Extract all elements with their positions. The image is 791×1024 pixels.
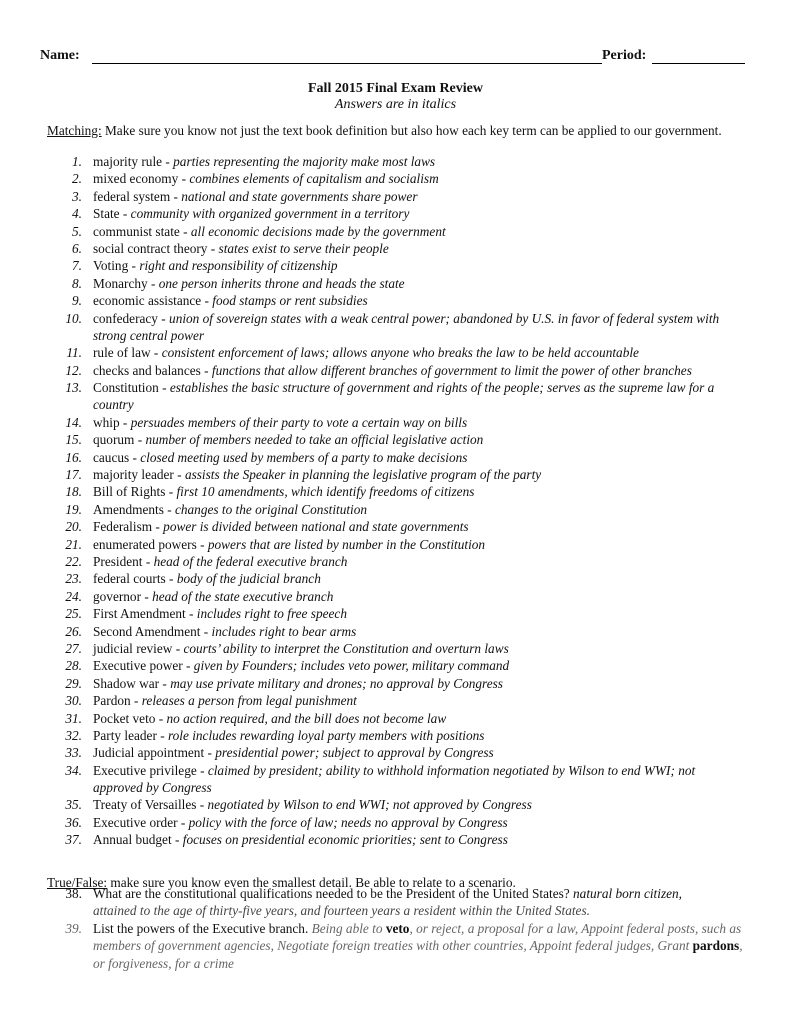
item-definition: community with organized government in a territory (130, 206, 410, 222)
answer-text: attained to the age of thirty-five years, and fourteen years a resident within the United States. (93, 903, 590, 919)
item-number: 19. (65, 501, 82, 517)
item-definition: persuades members of their party to vote a certain way on bills (130, 414, 468, 430)
item-number: 4. (72, 206, 82, 222)
matching-label: Matching: (47, 123, 102, 138)
matching-list (0, 153, 791, 849)
page-subtitle: Answers are in italics (334, 97, 457, 112)
list-item: 32. Party leader - role includes rewarding loyal party members with positions (0, 727, 791, 744)
list-item: 14. whip - persuades members of their party to vote a certain way on bills (0, 414, 791, 431)
item-term: Voting (93, 258, 129, 274)
item-term: Judicial appointment (93, 745, 205, 761)
answer-text: natural born citizen, (573, 886, 682, 901)
question-39-cont (0, 937, 791, 954)
item-number: 3. (72, 188, 82, 204)
list-item: 33. Judicial appointment - presidential power; subject to approval by Congress (0, 744, 791, 761)
item-definition: states exist to serve their people (218, 240, 389, 256)
item-number: 17. (65, 467, 82, 483)
item-number: 10. (65, 310, 82, 326)
question-38-cont (0, 902, 791, 919)
item-number: 9. (72, 293, 82, 309)
list-item: 37. Annual budget - focuses on presidential economic priorities; sent to Congress (0, 831, 791, 848)
item-term: federal system (93, 188, 171, 204)
question-39 (0, 920, 791, 937)
item-term: federal courts (93, 571, 166, 587)
item-number: 23. (65, 571, 82, 587)
item-definition: changes to the original Constitution (174, 501, 368, 517)
item-number: 20. (65, 519, 82, 535)
item-definition: claimed by president; ability to withhold information negotiated by Wilson to end WWI; not (207, 762, 696, 778)
item-number: 31. (65, 710, 82, 726)
item-term: caucus (93, 449, 130, 465)
list-item: 25. First Amendment - includes right to free speech (0, 605, 791, 622)
list-item: 15. quorum - number of members needed to take an official legislative action (0, 431, 791, 448)
item-definition: national and state governments share power (181, 188, 418, 204)
list-item: 28. Executive power - given by Founders; includes veto power, military command (0, 657, 791, 674)
item-term: quorum (93, 432, 135, 448)
item-definition: all economic decisions made by the government (190, 223, 446, 239)
item-term: Executive privilege (93, 762, 197, 778)
list-item: 6. social contract theory - states exist to serve their people (0, 240, 791, 257)
list-item: 11. rule of law - consistent enforcement of laws; allows anyone who breaks the law to be held accountable (0, 344, 791, 361)
item-definition: may use private military and drones; no approval by Congress (170, 675, 503, 691)
tf-text: make sure you know even the smallest detail. Be able to relate to a scenario. (107, 875, 516, 890)
period-blank (652, 63, 745, 64)
item-definition: head of the federal executive branch (153, 553, 348, 569)
item-term: First Amendment (93, 606, 186, 622)
list-item: 12. checks and balances - functions that allow different branches of government to limit the power of other branches (0, 362, 791, 379)
item-number: 35. (65, 797, 82, 813)
item-definition: courts’ ability to interpret the Constitution and overturn laws (183, 640, 509, 656)
list-item-continuation (0, 327, 791, 344)
item-definition: releases a person from legal punishment (141, 693, 357, 709)
list-item: 21. enumerated powers - powers that are listed by number in the Constitution (0, 536, 791, 553)
tf-label: True/False: (47, 875, 108, 890)
item-definition: focuses on presidential economic priorities; sent to Congress (182, 832, 508, 848)
matching-text: Make sure you know not just the text book definition but also how each key term can be applied to our government. (101, 123, 722, 138)
list-item: 24. governor - head of the state executive branch (0, 588, 791, 605)
list-item: 3. federal system - national and state governments share power (0, 188, 791, 205)
list-item: 29. Shadow war - may use private military and drones; no approval by Congress (0, 675, 791, 692)
item-term: majority rule (93, 154, 163, 169)
list-item: 18. Bill of Rights - first 10 amendments, which identify freedoms of citizens (0, 483, 791, 500)
matching-instructions (47, 123, 722, 139)
item-number: 33. (65, 745, 82, 761)
item-number: 37. (65, 832, 82, 848)
item-definition: power is divided between national and state governments (163, 519, 469, 535)
list-item: 9. economic assistance - food stamps or rent subsidies (0, 292, 791, 309)
item-term: Executive order (93, 814, 178, 830)
item-term: Party leader (93, 727, 157, 743)
item-number: 28. (65, 658, 82, 674)
item-definition: number of members needed to take an official legislative action (145, 432, 484, 448)
list-item: 34. Executive privilege - claimed by president; ability to withhold information negotiated by Wilson to end WWI; not (0, 762, 791, 779)
item-term: Constitution (93, 380, 159, 396)
item-number: 13. (65, 380, 82, 396)
list-item: 20. Federalism - power is divided between national and state governments (0, 518, 791, 535)
item-number: 14. (65, 414, 82, 430)
item-number: 29. (65, 675, 82, 691)
item-number: 34. (65, 762, 82, 778)
answer-text: members of government agencies, Negotiate foreign treaties with other countries, Appoint federal judges, Grant (93, 938, 690, 954)
list-item: 30. Pardon - releases a person from legal punishment (0, 692, 791, 709)
item-definition: combines elements of capitalism and socialism (189, 171, 439, 187)
item-term: Federalism (93, 519, 153, 535)
item-definition-cont: approved by Congress (93, 780, 212, 796)
item-number: 6. (72, 240, 82, 256)
item-term: Shadow war (93, 675, 160, 691)
name-label: Name: (40, 48, 80, 63)
list-item: 35. Treaty of Versailles - negotiated by Wilson to end WWI; not approved by Congress (0, 796, 791, 813)
item-term: majority leader (93, 467, 174, 483)
item-number: 16. (65, 449, 82, 465)
item-definition: powers that are listed by number in the Constitution (207, 536, 486, 552)
item-definition: one person inherits throne and heads the state (158, 275, 405, 291)
item-definition: food stamps or rent subsidies (212, 293, 368, 309)
list-item: 8. Monarchy - one person inherits throne and heads the state (0, 275, 791, 292)
item-definition: head of the state executive branch (152, 588, 334, 604)
answer-text: or forgiveness, for a crime (93, 955, 234, 971)
item-definition: presidential power; subject to approval by Congress (215, 745, 494, 761)
item-definition: role includes rewarding loyal party members with positions (167, 727, 485, 743)
item-number: 18. (65, 484, 82, 500)
list-item: 36. Executive order - policy with the force of law; needs no approval by Congress (0, 814, 791, 831)
item-term: judicial review (93, 640, 173, 656)
item-number: 12. (65, 362, 82, 378)
question-38 (0, 885, 791, 902)
item-term: whip (93, 414, 120, 430)
item-number: 32. (65, 727, 82, 743)
item-term: social contract theory (93, 240, 208, 256)
item-definition: functions that allow different branches of government to limit the power of other branches (211, 362, 692, 378)
item-definition: no action required, and the bill does not become law (166, 710, 447, 726)
list-item-continuation (0, 779, 791, 796)
list-item: 5. communist state - all economic decisions made by the government (0, 223, 791, 240)
item-term: checks and balances (93, 362, 201, 378)
item-term: Monarchy (93, 275, 148, 291)
item-number: 21. (65, 536, 82, 552)
item-term: State (93, 206, 120, 222)
period-label: Period: (602, 48, 647, 63)
item-term: President (93, 553, 143, 569)
item-definition: includes right to free speech (196, 606, 347, 622)
list-item: 10. confederacy - union of sovereign states with a weak central power; abandoned by U.S. in favor of federal system with (0, 310, 791, 327)
list-item: 16. caucus - closed meeting used by members of a party to make decisions (0, 449, 791, 466)
list-item: 1. majority rule - parties representing the majority make most laws (0, 153, 791, 170)
item-number: 30. (65, 693, 82, 709)
item-definition: includes right to bear arms (211, 623, 357, 639)
list-item: 23. federal courts - body of the judicial branch (0, 570, 791, 587)
item-term: Pardon (93, 693, 131, 709)
item-definition: closed meeting used by members of a party to make decisions (140, 449, 468, 465)
list-item: 22. President - head of the federal executive branch (0, 553, 791, 570)
item-number: 1. (72, 154, 82, 169)
item-definition: establishes the basic structure of government and rights of the people; serves as the supreme law for a (169, 380, 715, 396)
item-number: 25. (65, 606, 82, 622)
item-term: Amendments (93, 501, 164, 517)
list-item: 19. Amendments - changes to the original Constitution (0, 501, 791, 518)
item-number: 26. (65, 623, 82, 639)
item-definition-cont: country (93, 397, 134, 413)
item-term: mixed economy (93, 171, 179, 187)
answer-text: Being able to (311, 920, 383, 936)
item-definition: given by Founders; includes veto power, military command (193, 658, 510, 674)
item-term: Pocket veto (93, 710, 156, 726)
list-item: 2. mixed economy - combines elements of capitalism and socialism (0, 170, 791, 187)
item-definition: consistent enforcement of laws; allows anyone who breaks the law to be held accountable (161, 345, 639, 361)
item-term: economic assistance (93, 293, 202, 309)
item-term: enumerated powers (93, 536, 197, 552)
name-period-line (40, 48, 745, 66)
item-number: 7. (72, 258, 82, 274)
item-term: governor (93, 588, 141, 604)
answer-bold: veto (385, 920, 410, 936)
name-blank (92, 63, 602, 64)
item-definition-cont: strong central power (93, 327, 205, 343)
item-number: 22. (65, 553, 82, 569)
item-definition: negotiated by Wilson to end WWI; not approved by Congress (207, 797, 532, 813)
item-definition: parties representing the majority make most laws (173, 154, 436, 169)
item-term: Annual budget (93, 832, 172, 848)
item-number: 2. (72, 171, 82, 187)
answer-text: , (739, 938, 743, 954)
question-number: 38. (65, 886, 82, 901)
list-item-continuation (0, 396, 791, 413)
question-text: What are the constitutional qualifications needed to be the President of the United States? (93, 886, 570, 901)
list-item: 31. Pocket veto - no action required, and the bill does not become law (0, 710, 791, 727)
list-item: 4. State - community with organized government in a territory (0, 205, 791, 222)
item-definition: assists the Speaker in planning the legislative program of the party (184, 467, 542, 483)
item-term: rule of law (93, 345, 151, 361)
item-number: 5. (72, 223, 82, 239)
list-item: 17. majority leader - assists the Speaker in planning the legislative program of the party (0, 466, 791, 483)
item-term: Treaty of Versailles (93, 797, 197, 813)
list-item: 13. Constitution - establishes the basic structure of government and rights of the people; serves as the supreme law for a (0, 379, 791, 396)
item-definition: first 10 amendments, which identify freedoms of citizens (176, 484, 475, 500)
item-definition: body of the judicial branch (176, 571, 321, 587)
answer-bold: pardons (692, 938, 740, 954)
item-term: Bill of Rights (93, 484, 166, 500)
item-term: Second Amendment (93, 623, 201, 639)
question-text: List the powers of the Executive branch. (93, 920, 309, 936)
question-39-cont2 (0, 955, 791, 972)
item-term: confederacy (93, 310, 158, 326)
item-definition: policy with the force of law; needs no approval by Congress (188, 814, 508, 830)
list-item: 26. Second Amendment - includes right to bear arms (0, 623, 791, 640)
item-number: 8. (72, 275, 82, 291)
question-number: 39. (65, 920, 82, 936)
item-number: 15. (65, 432, 82, 448)
item-definition: right and responsibility of citizenship (139, 258, 338, 274)
item-definition: union of sovereign states with a weak central power; abandoned by U.S. in favor of federal system with (169, 310, 720, 326)
item-number: 36. (65, 814, 82, 830)
item-number: 24. (65, 588, 82, 604)
item-term: communist state (93, 223, 180, 239)
item-number: 27. (65, 640, 82, 656)
page-title: Fall 2015 Final Exam Review (308, 81, 483, 96)
answer-text: , or reject, a proposal for a law, Appoint federal posts, such as (409, 920, 742, 936)
list-item: 7. Voting - right and responsibility of citizenship (0, 257, 791, 274)
item-term: Executive power (93, 658, 183, 674)
item-number: 11. (66, 345, 82, 361)
list-item: 27. judicial review - courts’ ability to interpret the Constitution and overturn laws (0, 640, 791, 657)
